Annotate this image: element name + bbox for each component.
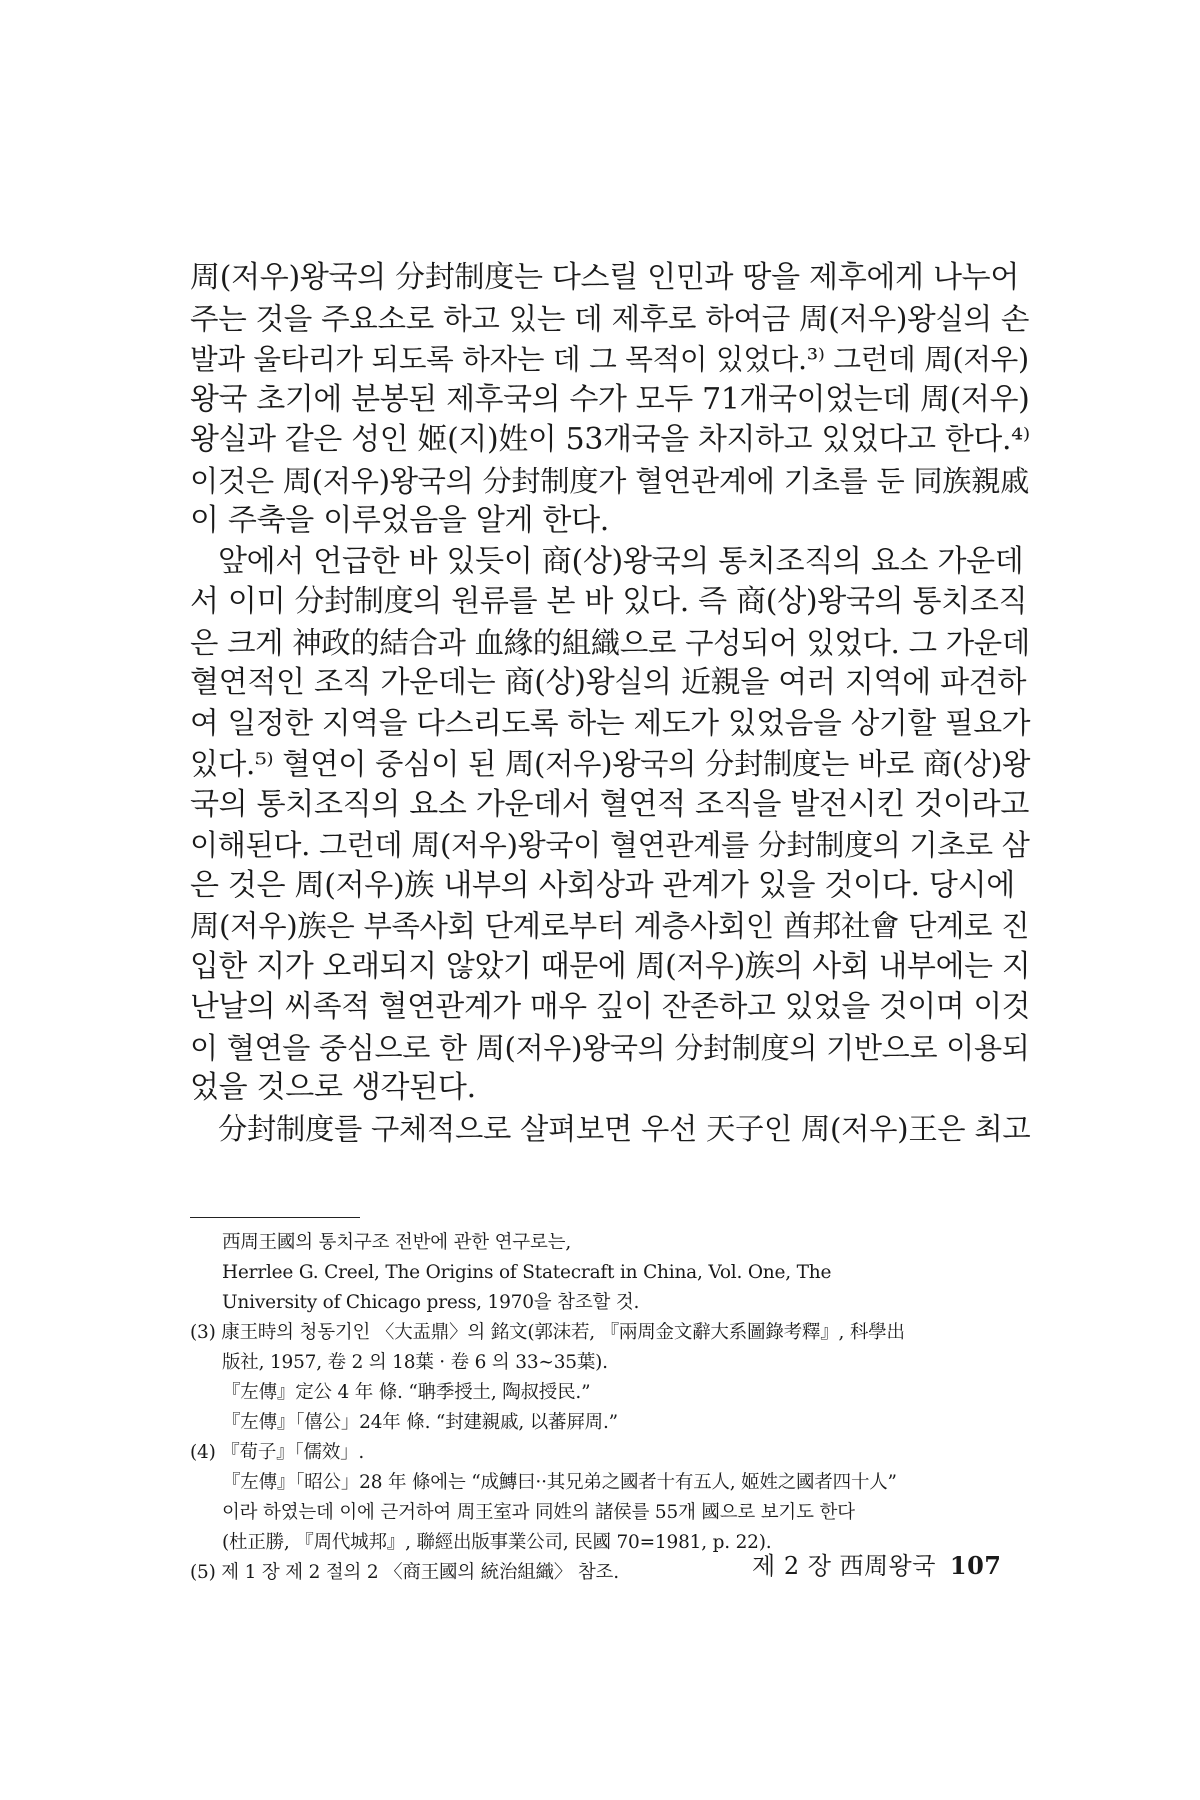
page-number: 107 [949, 1551, 1002, 1580]
text-line: 주는 것을 주요소로 하고 있는 데 제후로 하여금 周(저우)왕실의 손 [190, 301, 1030, 336]
text-line: 발과 울타리가 되도록 하자는 데 그 목적이 있었다.³⁾ 그런데 周(저우) [190, 342, 1029, 376]
text-line: 여 일정한 지역을 다스리도록 하는 제도가 있었음을 상기할 필요가 [190, 705, 1031, 741]
footnote-line: (3) 康王時의 청동기인 〈大盂鼎〉의 銘文(郭沫若, 『兩周金文辭大系圖錄考釋』, 科學出 [190, 1322, 905, 1343]
text-line: 국의 통치조직의 요소 가운데서 혈연적 조직을 발전시킨 것이라고 [190, 786, 1030, 822]
text-line: 서 이미 分封制度의 원류를 본 바 있다. 즉 商(상)왕국의 통치조직 [190, 584, 1028, 619]
text-line: 었을 것으로 생각된다. [190, 1070, 476, 1105]
chapter-title: 제 2 장 西周왕국 [752, 1552, 936, 1580]
text-line: 이 주축을 이루었음을 알게 한다. [190, 503, 610, 538]
text-line: 있다.⁵⁾ 혈연이 중심이 된 周(저우)왕국의 分封制度는 바로 商(상)왕 [190, 747, 1031, 781]
text-line: 은 크게 神政的結合과 血緣的組織으로 구성되어 있었다. 그 가운데 [190, 625, 1030, 660]
footnote-line: 版社, 1957, 卷 2 의 18葉 · 卷 6 의 33∼35葉). [222, 1352, 608, 1373]
footnote-line: 이라 하였는데 이에 근거하여 周王室과 同姓의 諸侯를 55개 國으로 보기도 한다 [222, 1502, 855, 1523]
text-line: 은 것은 周(저우)族 내부의 사회상과 관계가 있을 것이다. 당시에 [190, 867, 1015, 903]
text-line: 이 혈연을 중심으로 한 周(저우)왕국의 分封制度의 기반으로 이용되 [190, 1030, 1030, 1065]
footnote-line: 『左傳』定公 4 年 條. “聃季授土, 陶叔授民.” [222, 1382, 591, 1403]
footnote-divider [190, 1217, 360, 1218]
text-line: 周(저우)族은 부족사회 단계로부터 계층사회인 酋邦社會 단계로 진 [190, 909, 1030, 943]
text-line: 이것은 周(저우)왕국의 分封制度가 혈연관계에 기초를 둔 同族親戚 [190, 463, 1030, 498]
footnote-line: 西周王國의 통치구조 전반에 관한 연구로는, [222, 1232, 571, 1253]
text-line: 이해된다. 그런데 周(저우)왕국이 혈연관계를 分封制度의 기초로 삼 [190, 828, 1030, 862]
footnote-line: 『左傳』「僖公」24年 條. “封建親戚, 以蕃屛周.” [222, 1412, 618, 1433]
running-footer [752, 1546, 1002, 1581]
text-line: 分封制度를 구체적으로 살펴보면 우선 天子인 周(저우)王은 최고 [218, 1111, 1031, 1146]
footnote-line: University of Chicago press, 1970을 참조할 것. [222, 1292, 640, 1313]
text-line: 왕국 초기에 분봉된 제후국의 수가 모두 71개국이었는데 周(저우) [190, 381, 1030, 417]
footnote-line: 『左傳』「昭公」28 年 條에는 “成鱄曰··其兄弟之國者十有五人, 姬姓之國者四十人” [222, 1472, 897, 1493]
text-line: 난날의 씨족적 혈연관계가 매우 깊이 잔존하고 있었을 것이며 이것 [190, 989, 1031, 1024]
main-text [190, 258, 1030, 1149]
footnote-line: Herrlee G. Creel, The Origins of Statecraft in China, Vol. One, The [222, 1262, 832, 1283]
footnotes [190, 1228, 1040, 1588]
text-line: 왕실과 같은 성인 姬(지)姓이 53개국을 차지하고 있었다고 한다.⁴⁾ [190, 422, 1030, 457]
footnote-line: (4) 『荀子』「儒效」. [190, 1442, 365, 1463]
text-line: 周(저우)왕국의 分封制度는 다스릴 인민과 땅을 제후에게 나누어 [190, 260, 1020, 295]
text-line: 입한 지가 오래되지 않았기 때문에 周(저우)族의 사회 내부에는 지 [190, 948, 1031, 984]
text-line: 혈연적인 조직 가운데는 商(상)왕실의 近親을 여러 지역에 파견하 [190, 665, 1027, 700]
footnote-line: (5) 제 1 장 제 2 절의 2 〈商王國의 統治組織〉 참조. [190, 1562, 619, 1583]
text-line: 앞에서 언급한 바 있듯이 商(상)왕국의 통치조직의 요소 가운데 [218, 543, 1024, 579]
footnote-line: (杜正勝, 『周代城邦』, 聯經出版事業公司, 民國 70=1981, p. 22). [222, 1532, 772, 1553]
